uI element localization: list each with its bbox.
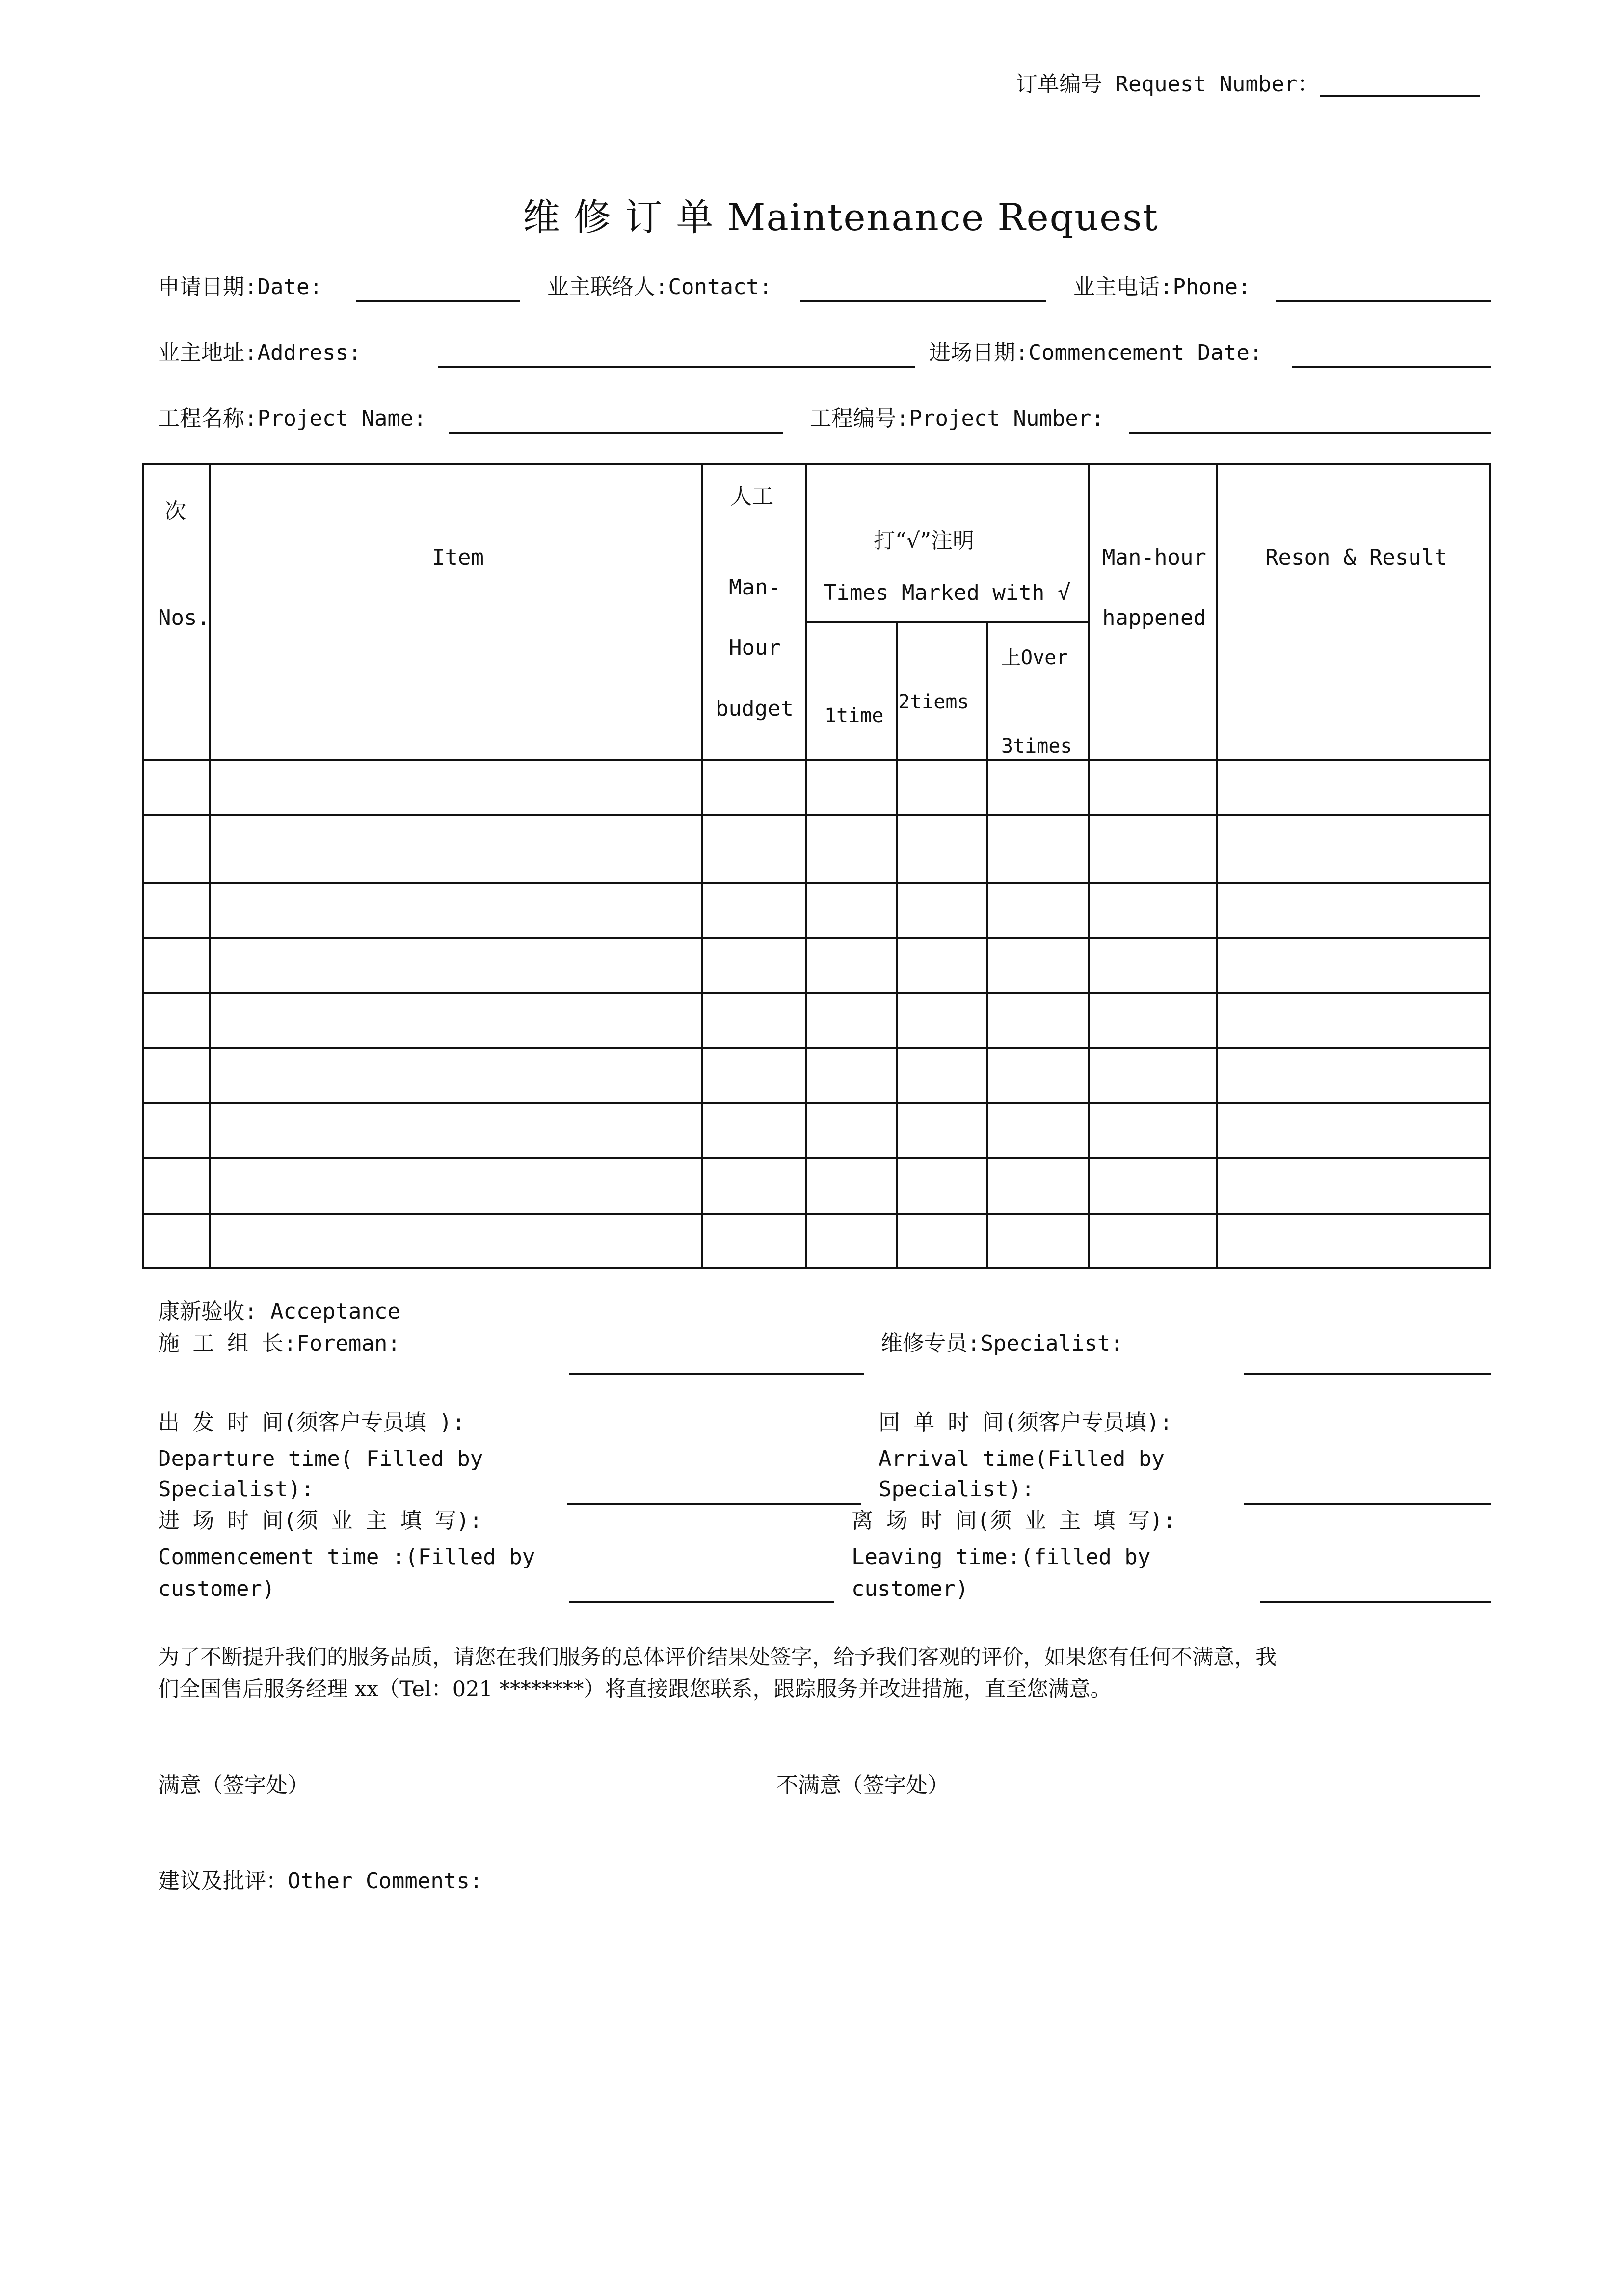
address-label: 业主地址:Address: xyxy=(158,340,362,365)
leaving-label-en-1: Leaving time:(filled by xyxy=(852,1544,1151,1569)
table-row-line xyxy=(142,992,1491,994)
departure-time-field[interactable] xyxy=(567,1503,861,1505)
project-number-label: 工程编号:Project Number: xyxy=(810,406,1104,431)
arrival-label-cn: 回 单 时 间(须客户专员填): xyxy=(879,1410,1172,1435)
leaving-label-cn: 离 场 时 间(须 业 主 填 写): xyxy=(852,1508,1176,1533)
table-divider xyxy=(1216,463,1218,1268)
departure-label-en-1: Departure time( Filled by xyxy=(158,1446,483,1471)
table-row-line xyxy=(142,814,1491,816)
departure-label-cn: 出 发 时 间(须客户专员填 ): xyxy=(158,1410,465,1435)
address-field[interactable] xyxy=(438,366,915,368)
specialist-field[interactable] xyxy=(1244,1373,1491,1375)
notice-line-1: 为了不断提升我们的服务品质，请您在我们服务的总体评价结果处签字，给予我们客观的评价，如果您有任何不满意，我 xyxy=(158,1645,1277,1670)
commence-label-cn: 进 场 时 间(须 业 主 填 写): xyxy=(158,1508,482,1533)
times-header-cn: 打“√”注明 xyxy=(874,528,975,553)
budget-header-en-2: Hour xyxy=(729,635,781,660)
table-border-top xyxy=(142,463,1491,465)
reason-result-header: Reson & Result xyxy=(1265,545,1447,570)
phone-field[interactable] xyxy=(1276,300,1491,302)
comments-label: 建议及批评：Other Comments: xyxy=(158,1868,483,1893)
commence-label-en-2: customer) xyxy=(158,1576,275,1601)
project-name-field[interactable] xyxy=(449,432,783,434)
times-header-en: Times Marked with √ xyxy=(824,580,1071,605)
table-divider xyxy=(986,621,988,1268)
commence-time-field[interactable] xyxy=(569,1601,834,1603)
times-subheader-line xyxy=(805,621,1090,623)
table-header-bottom xyxy=(142,759,1491,761)
times-2-header: 2tiems xyxy=(898,691,969,713)
table-row-line xyxy=(142,1157,1491,1159)
man-hour-happened-header-2: happened xyxy=(1102,605,1206,630)
times-3-header-1: 上Over xyxy=(1001,647,1068,669)
leaving-time-field[interactable] xyxy=(1260,1601,1491,1603)
nos-header-en: Nos. xyxy=(158,605,210,630)
table-row-line xyxy=(142,1047,1491,1049)
table-row-line xyxy=(142,1102,1491,1104)
man-hour-happened-header-1: Man-hour xyxy=(1102,545,1206,570)
times-1-header: 1time xyxy=(825,704,884,727)
date-label: 申请日期:Date: xyxy=(158,274,322,299)
date-field[interactable] xyxy=(356,300,520,302)
specialist-label: 维修专员:Specialist: xyxy=(881,1331,1123,1356)
page-title: 维 修 订 单 Maintenance Request xyxy=(523,195,1159,239)
budget-header-en-3: budget xyxy=(716,696,794,721)
leaving-label-en-2: customer) xyxy=(852,1576,969,1601)
commencement-date-label: 进场日期:Commencement Date: xyxy=(929,340,1263,365)
arrival-label-en-1: Arrival time(Filled by xyxy=(879,1446,1165,1471)
table-row-line xyxy=(142,937,1491,939)
satisfied-signature-label: 满意（签字处） xyxy=(158,1773,309,1798)
contact-label: 业主联络人:Contact: xyxy=(547,274,772,299)
acceptance-heading: 康新验收: Acceptance xyxy=(158,1299,400,1324)
budget-header-en-1: Man- xyxy=(729,575,781,600)
unsatisfied-signature-label: 不满意（签字处） xyxy=(776,1773,949,1798)
departure-label-en-2: Specialist): xyxy=(158,1477,314,1502)
table-divider xyxy=(1088,463,1090,1268)
commence-label-en-1: Commencement time :(Filled by xyxy=(158,1544,535,1569)
table-divider xyxy=(896,621,898,1268)
item-header: Item xyxy=(432,545,484,570)
contact-field[interactable] xyxy=(800,300,1046,302)
table-divider xyxy=(805,463,807,1268)
table-row-line xyxy=(142,882,1491,884)
table-border-right xyxy=(1489,463,1491,1268)
notice-line-2: 们全国售后服务经理 xx（Tel：021 ********）将直接跟您联系，跟踪服务并改进措施，直至您满意。 xyxy=(158,1677,1112,1702)
arrival-time-field[interactable] xyxy=(1244,1503,1491,1505)
project-name-label: 工程名称:Project Name: xyxy=(158,406,426,431)
commencement-date-field[interactable] xyxy=(1292,366,1491,368)
project-number-field[interactable] xyxy=(1129,432,1491,434)
nos-header-cn: 次 xyxy=(164,499,186,524)
foreman-label: 施 工 组 长:Foreman: xyxy=(158,1331,400,1356)
request-number-field[interactable] xyxy=(1320,95,1480,97)
request-number-label: 订单编号 Request Number： xyxy=(1016,72,1319,97)
table-border-bottom xyxy=(142,1267,1491,1269)
times-3-header-2: 3times xyxy=(1001,735,1072,757)
table-row-line xyxy=(142,1213,1491,1215)
arrival-label-en-2: Specialist): xyxy=(879,1477,1035,1502)
table-divider xyxy=(701,463,703,1268)
budget-header-cn: 人工 xyxy=(730,484,773,509)
foreman-field[interactable] xyxy=(569,1373,864,1375)
table-divider xyxy=(209,463,211,1268)
phone-label: 业主电话:Phone: xyxy=(1073,274,1251,299)
table-border-left xyxy=(142,463,144,1268)
